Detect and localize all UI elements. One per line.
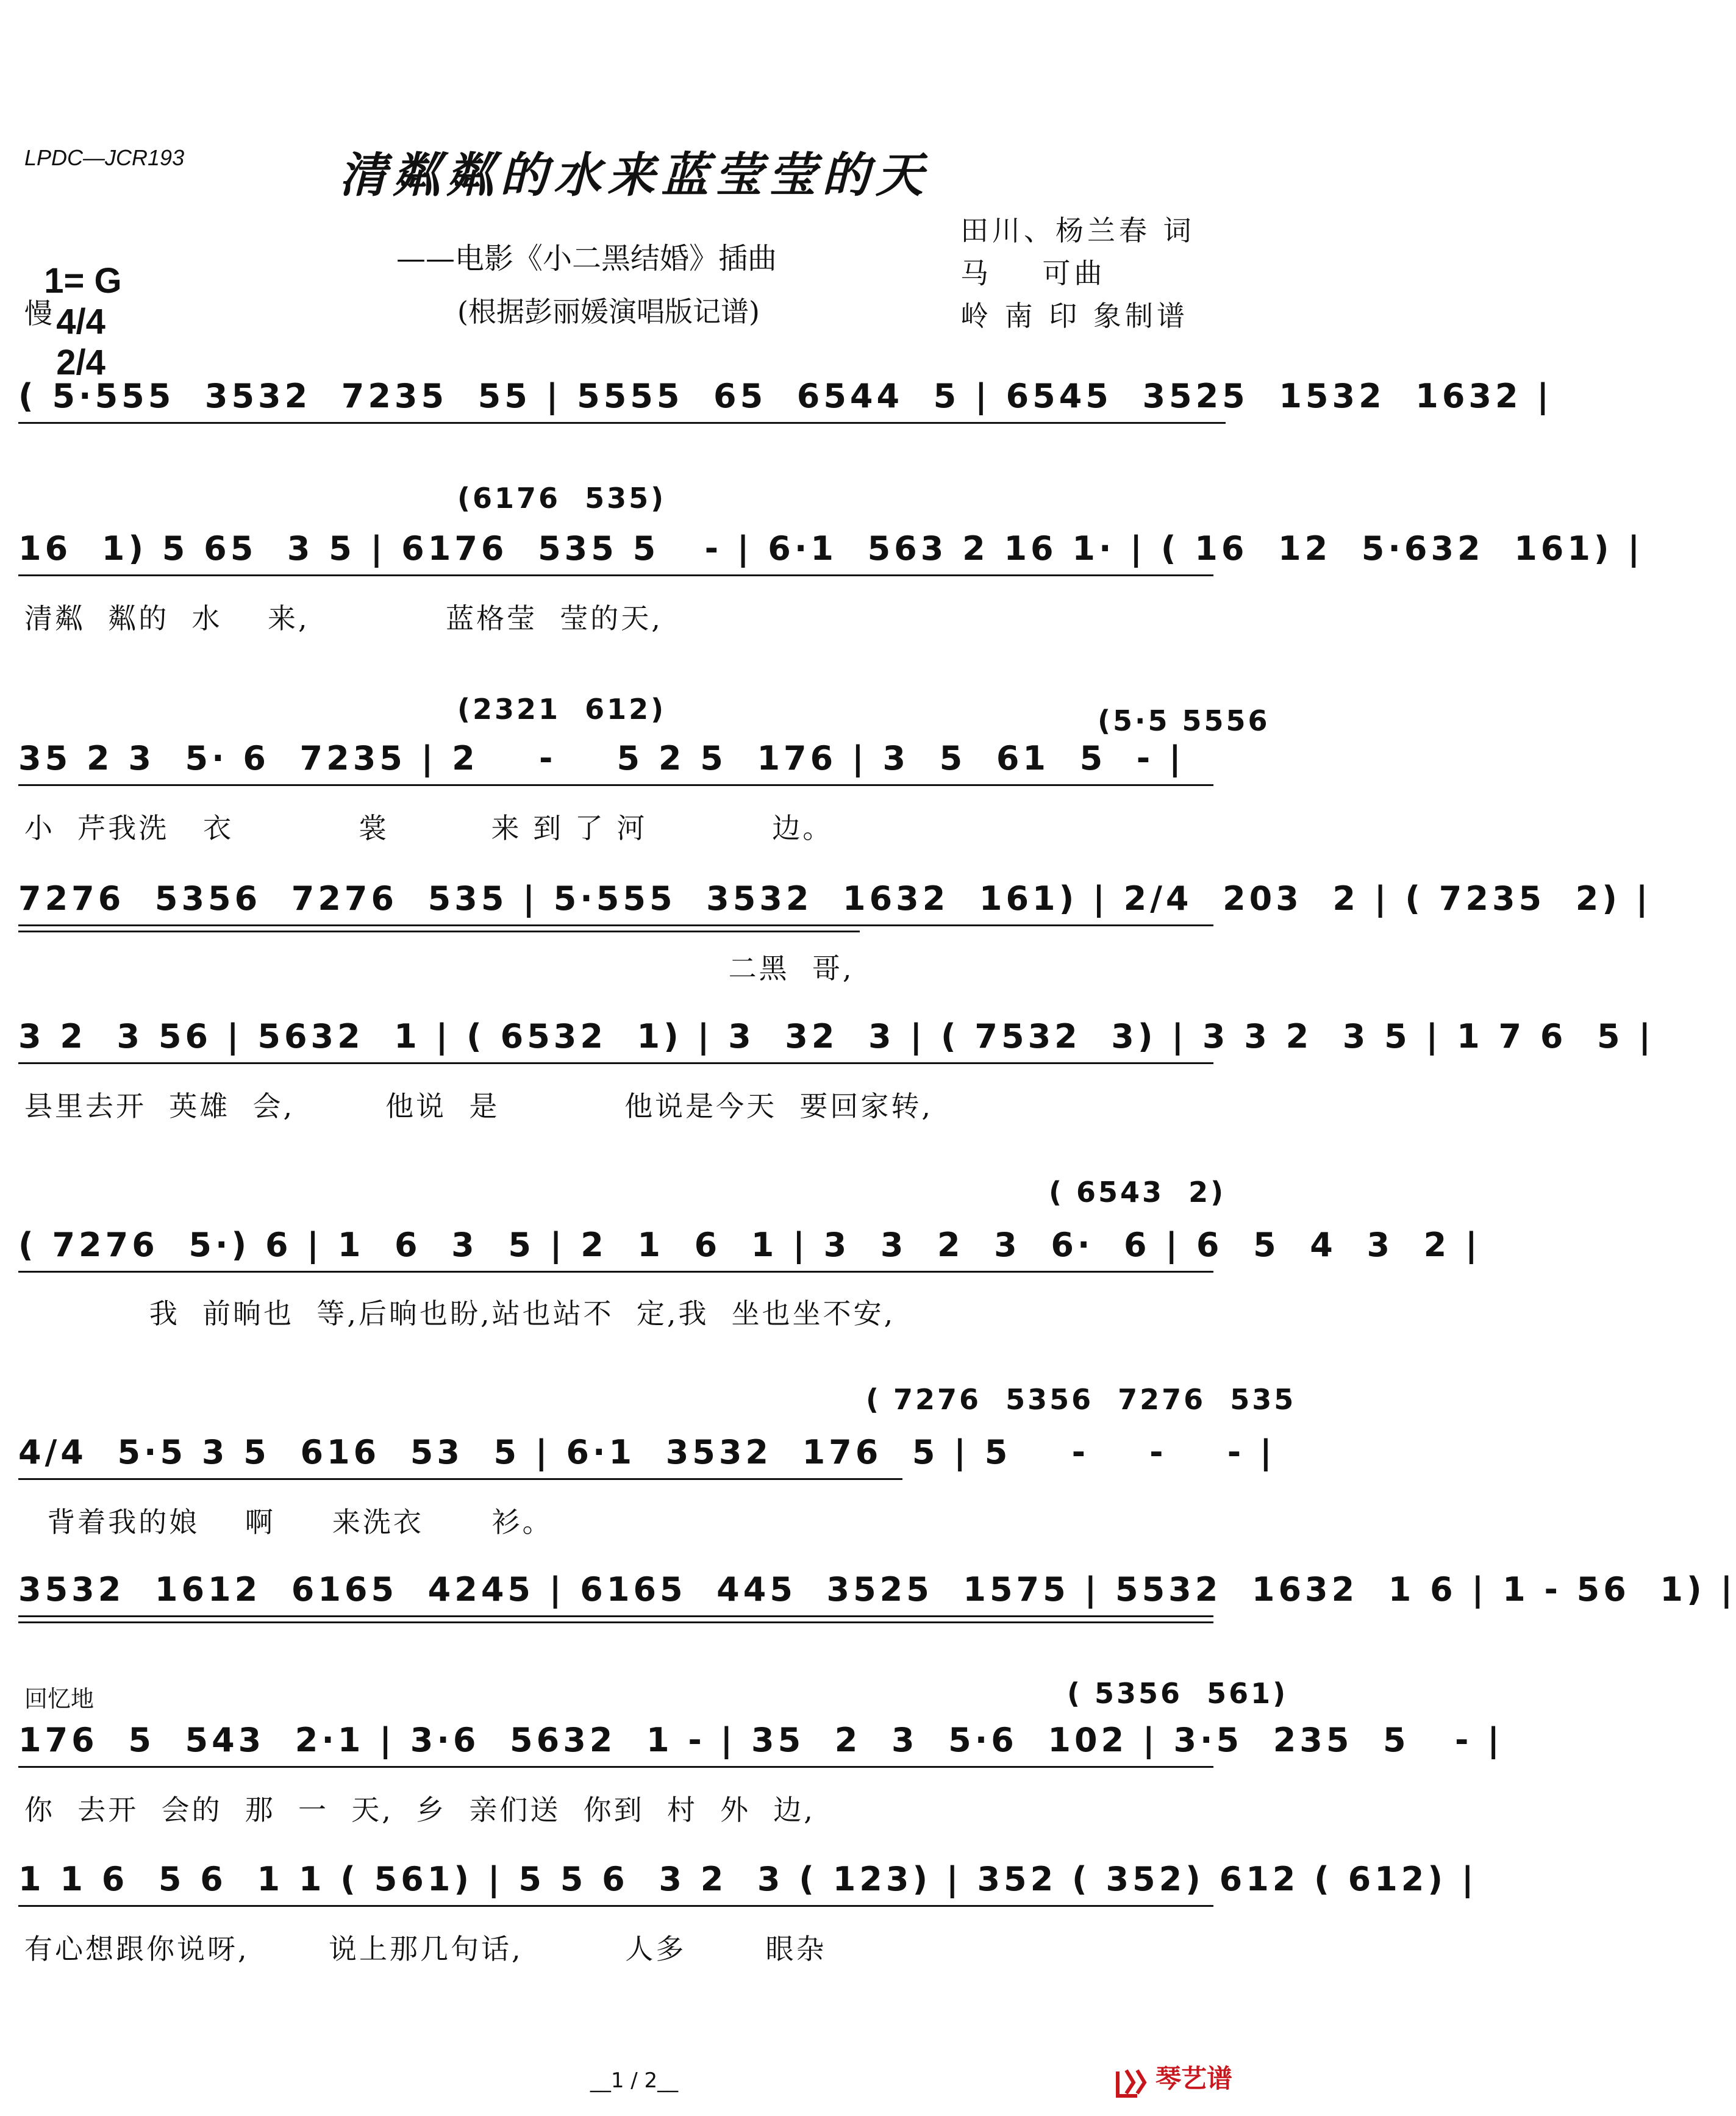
music-line-6-annotation: [18, 1153, 1250, 1232]
tempo-marking: 慢: [24, 297, 52, 330]
lyric-line: 清粼 粼的 水 来, 蓝格莹 莹的天,: [24, 602, 663, 635]
beam-line: [18, 784, 1213, 786]
music-line-7-annotation: [18, 1360, 1296, 1439]
beam-line: [18, 924, 1213, 926]
time-signature-2: 2/4: [56, 343, 105, 382]
lyric-line: 二黑 哥,: [24, 952, 854, 985]
beam-line: [18, 1615, 1213, 1617]
notation-line: ( 7276 5·) 6 | 1 6 3 5 | 2 1 6 1 | 3 3 2 3 6· 6 | 6 5 4 3 2 |: [18, 1226, 1481, 1264]
beam-line: [18, 422, 1226, 424]
notation-line: 176 5 543 2·1 | 3·6 5632 1 - | 35 2 3 5·6 102 | 3·5 235 5 - |: [18, 1721, 1503, 1759]
ornament-notes: ( 6543 2): [1049, 1176, 1226, 1209]
notation-line: 35 2 3 5· 6 7235 | 2 - 5 2 5 176 | 3 5 61 5 - |: [18, 739, 1185, 777]
notation-line: 1 1 6 5 6 1 1 ( 561) | 5 5 6 3 2 3 ( 123) | 352 ( 352) 612 ( 612) |: [18, 1860, 1477, 1898]
arranger-credit: 岭 南 印 象制谱: [960, 299, 1188, 332]
ornament-notes: (2321 612): [457, 693, 666, 726]
watermark-logo: [1107, 2054, 1253, 2093]
source-note: (根据彭丽媛演唱版记谱): [457, 295, 760, 328]
beam-line: [18, 1271, 1213, 1273]
beam-line: [18, 1766, 1213, 1768]
beam-line: [18, 931, 860, 932]
ornament-notes: ( 7276 5356 7276 535: [866, 1383, 1296, 1416]
notation-line: 3 2 3 56 | 5632 1 | ( 6532 1) | 3 32 3 | ( 7532 3) | 3 3 2 3 5 | 1 7 6 5 |: [18, 1017, 1655, 1056]
lyric-line: 我 前晌也 等,后晌也盼,站也站不 定,我 坐也坐不安,: [24, 1297, 896, 1330]
lyric-line: 小 芹我洗 衣 裳 来 到 了 河 边。: [24, 812, 834, 845]
lyric-line: 你 去开 会的 那 一 天, 乡 亲们送 你到 村 外 边,: [24, 1793, 815, 1826]
lyric-line: 有心想跟你说呀, 说上那几句话, 人多 眼杂: [24, 1932, 827, 1965]
expression-marking: 回忆地: [24, 1685, 95, 1712]
beam-line: [18, 1062, 1213, 1064]
notation-line: 7276 5356 7276 535 | 5·555 3532 1632 161) | 2/4 203 2 | ( 7235 2) |: [18, 879, 1652, 918]
composer-credit: 马 可曲: [960, 257, 1106, 290]
score-subtitle: ——电影《小二黑结婚》插曲: [396, 241, 777, 276]
beam-line: [18, 1905, 1213, 1907]
score-title: 清粼粼的水来蓝莹莹的天: [338, 148, 929, 203]
notation-line: 4/4 5·5 3 5 616 53 5 | 6·1 3532 176 5 | 5 - - - |: [18, 1433, 1276, 1471]
page-number: __1 / 2__: [590, 2068, 679, 2093]
beam-line: [18, 1478, 902, 1480]
music-line-2-annotation: [18, 459, 1250, 538]
score-code: LPDC—JCR193: [24, 145, 185, 170]
ornament-notes: (6176 535): [457, 482, 666, 515]
watermark-text: 琴艺谱: [1156, 2064, 1233, 2093]
time-signature-1: 4/4: [56, 302, 105, 341]
notation-line: 16 1) 5 65 3 5 | 6176 535 5 - | 6·1 563 2 16 1· | ( 16 12 5·632 161) |: [18, 529, 1644, 568]
notation-line: ( 5·555 3532 7235 55 | 5555 65 6544 5 | 6545 3525 1532 1632 |: [18, 377, 1553, 415]
ornament-notes: (5·5 5556: [1098, 704, 1270, 737]
music-line-8: [18, 1570, 1736, 1650]
key-label: 1= G: [44, 261, 122, 301]
ornament-notes: ( 5356 561): [1067, 1677, 1288, 1710]
beam-line: [18, 574, 1213, 576]
notation-line: 3532 1612 6165 4245 | 6165 445 3525 1575 | 5532 1632 1 6 | 1 - 56 1) |: [18, 1570, 1736, 1609]
music-line-1: [18, 377, 1553, 456]
beam-line: [18, 1621, 1213, 1623]
lyric-line: 县里去开 英雄 会, 他说 是 他说是今天 要回家转,: [24, 1090, 934, 1123]
lyricist-credit: 田川、杨兰春 词: [960, 214, 1195, 247]
logo-icon: [1113, 2065, 1156, 2102]
music-line-3-annotation: [18, 670, 1270, 749]
lyric-line: 背着我的娘 啊 来洗衣 衫。: [24, 1506, 553, 1539]
